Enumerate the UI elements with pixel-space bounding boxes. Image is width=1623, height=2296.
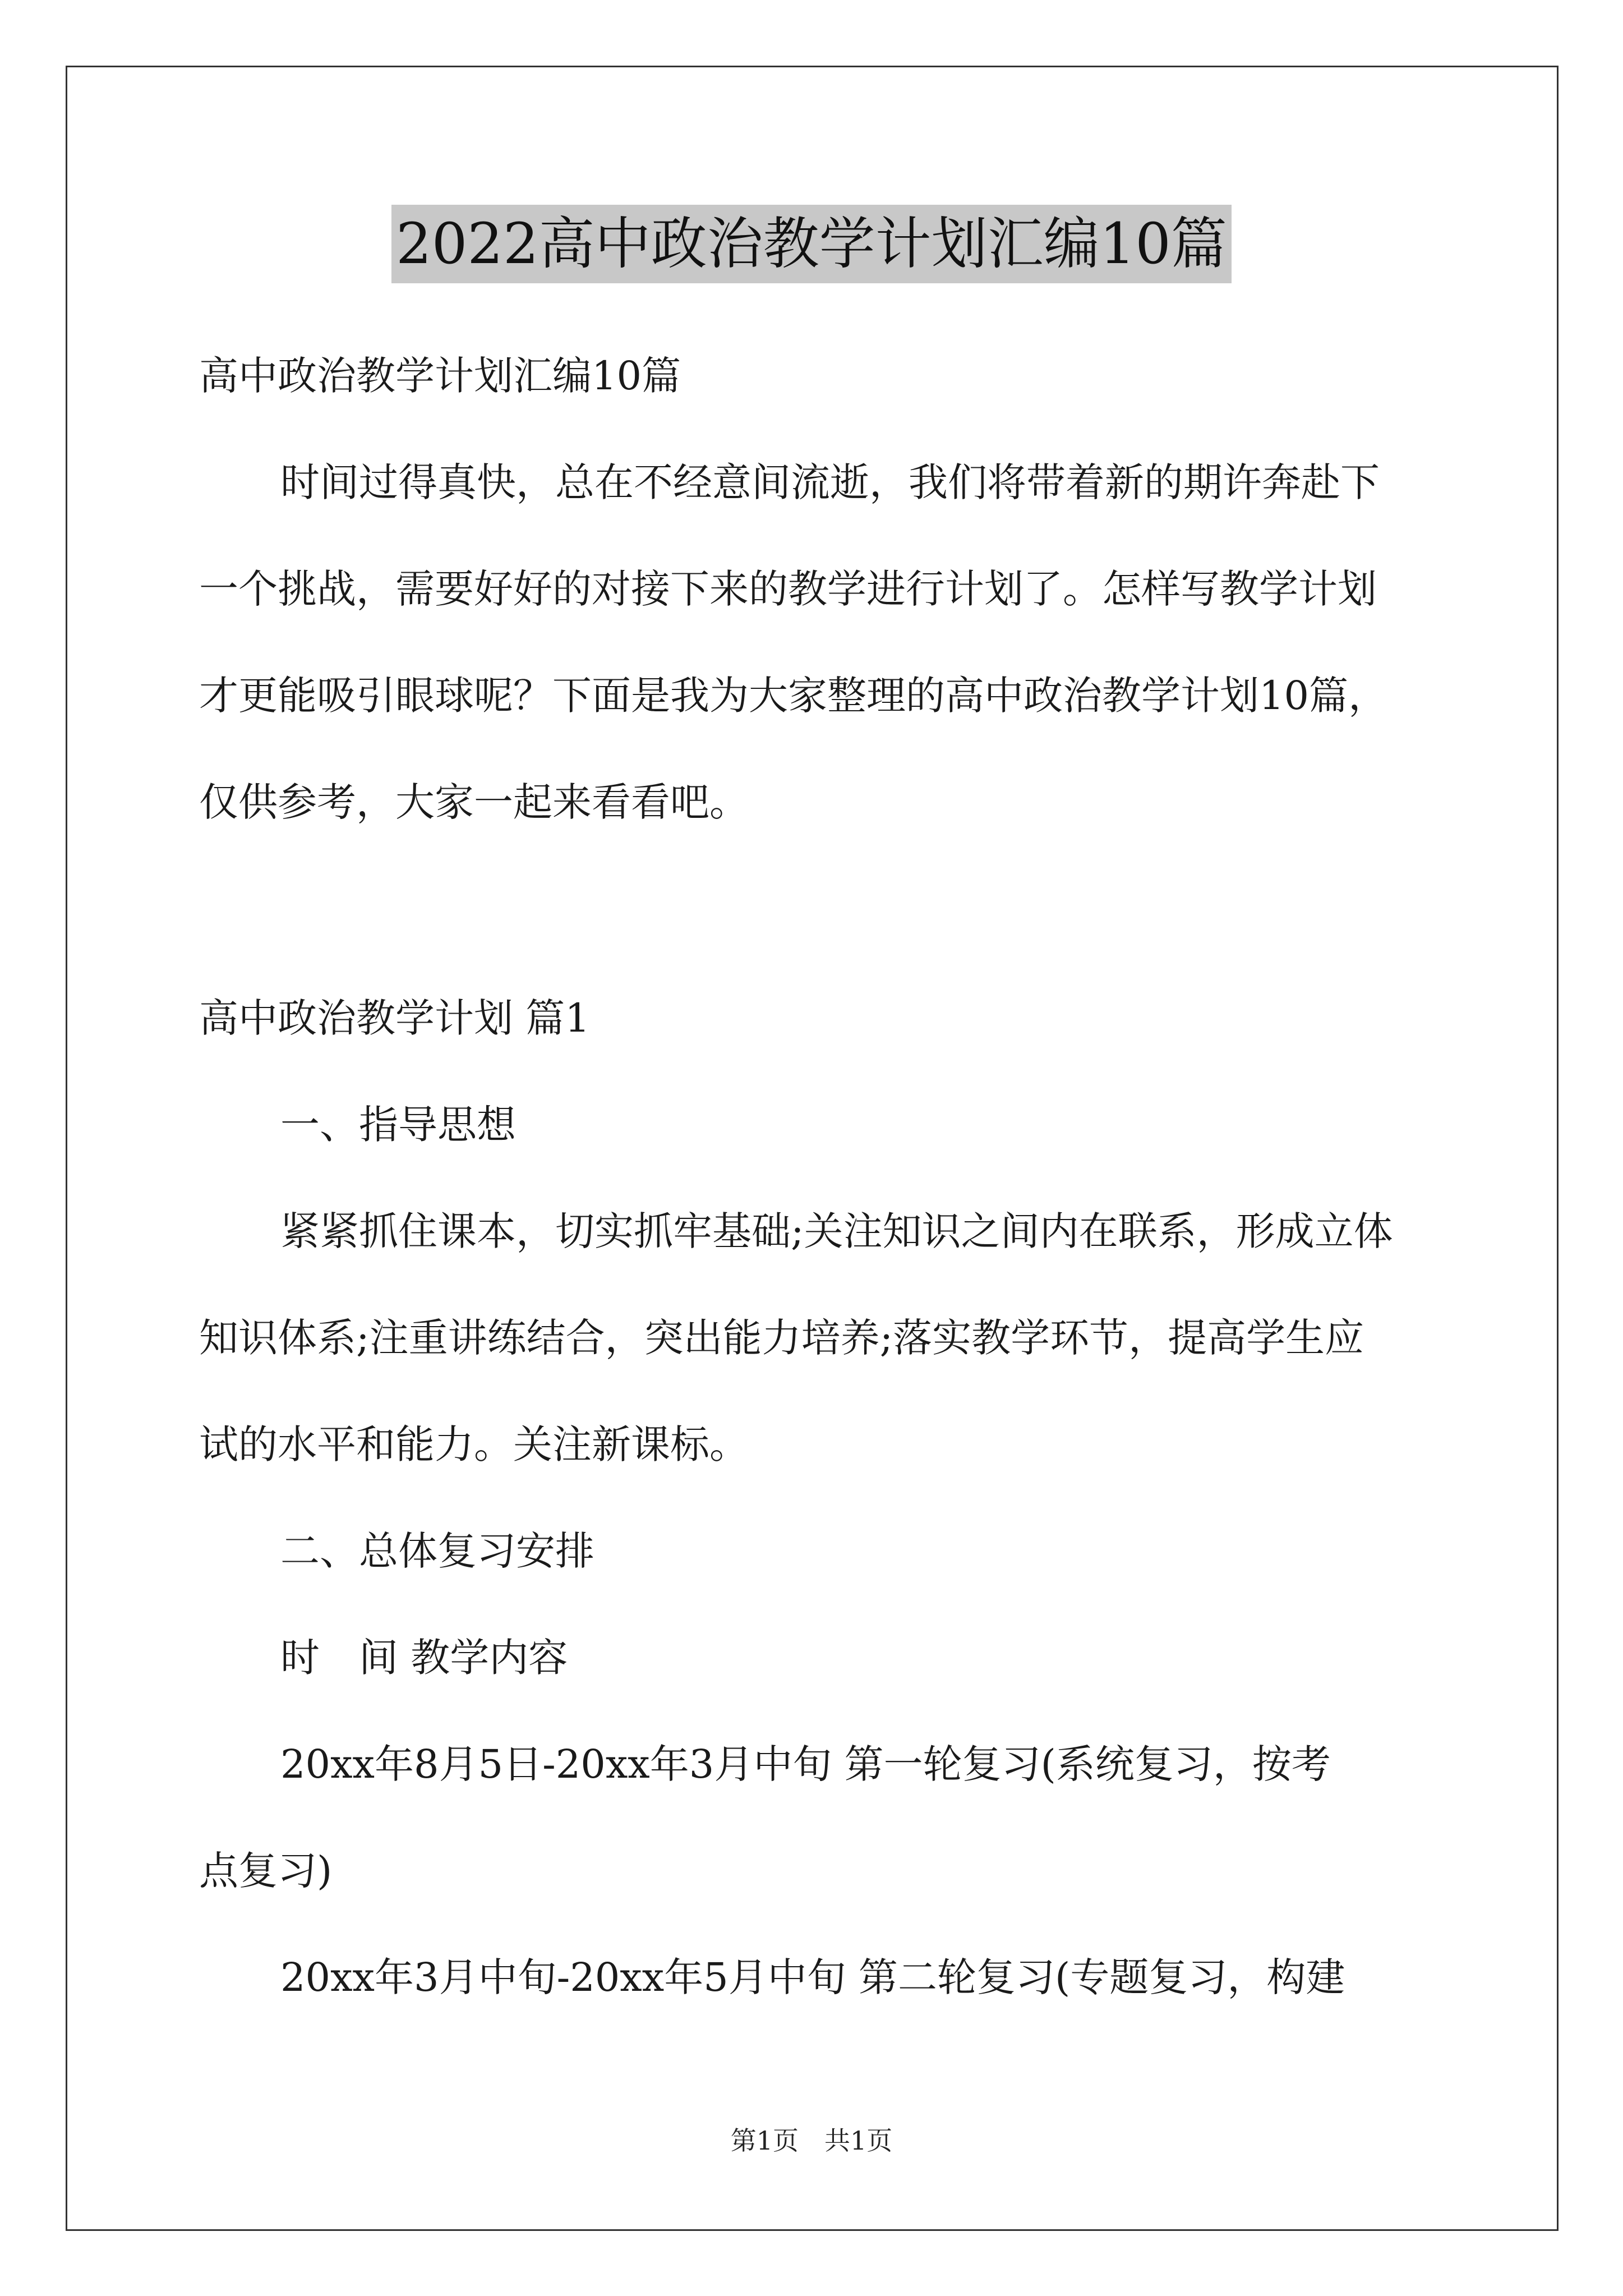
document-title: 2022高中政治教学计划汇编10篇 xyxy=(391,205,1232,283)
body-line-2: 知识体系;注重讲练结合，突出能力培养;落实教学环节，提高学生应 xyxy=(199,1315,1364,1361)
body-line-3: 试的水平和能力。关注新课标。 xyxy=(199,1421,749,1467)
schedule-line-2: 20xx年3月中旬-20xx年5月中旬 第二轮复习(专题复习，构建 xyxy=(280,1954,1345,2000)
heading-review-plan: 二、总体复习安排 xyxy=(280,1528,594,1574)
section-heading: 高中政治教学计划 篇1 xyxy=(199,995,590,1041)
heading-guiding-ideology: 一、指导思想 xyxy=(280,1102,516,1148)
schedule-line-1-cont: 点复习) xyxy=(199,1848,333,1894)
intro-line-1: 时间过得真快，总在不经意间流逝，我们将带着新的期许奔赴下 xyxy=(280,459,1380,505)
title-container xyxy=(0,205,1623,283)
intro-line-2: 一个挑战，需要好好的对接下来的教学进行计划了。怎样写教学计划 xyxy=(199,566,1377,612)
schedule-line-1: 20xx年8月5日-20xx年3月中旬 第一轮复习(系统复习，按考 xyxy=(280,1741,1331,1787)
page-number: 第1页 共1页 xyxy=(730,2125,893,2156)
intro-line-4: 仅供参考，大家一起来看看吧。 xyxy=(199,779,749,825)
body-line-1: 紧紧抓住课本，切实抓牢基础;关注知识之间内在联系，形成立体 xyxy=(280,1208,1393,1254)
subtitle-line: 高中政治教学计划汇编10篇 xyxy=(199,353,681,399)
schedule-header: 时 间 教学内容 xyxy=(280,1635,568,1681)
intro-line-3: 才更能吸引眼球呢？下面是我为大家整理的高中政治教学计划10篇， xyxy=(199,673,1388,719)
